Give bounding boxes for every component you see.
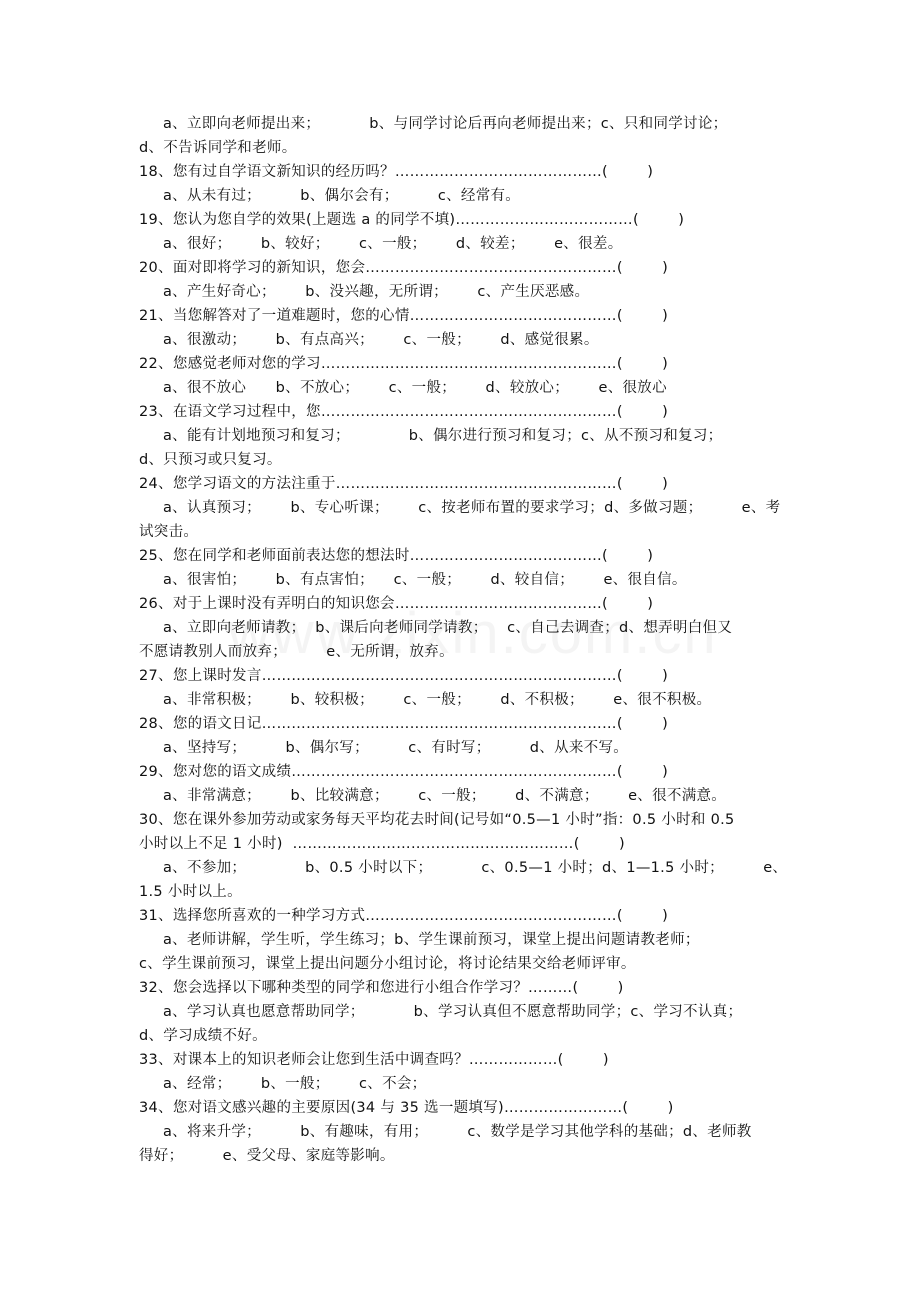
text-line: a、老师讲解，学生听，学生练习；b、学生课前预习，课堂上提出问题请教老师； bbox=[163, 932, 700, 948]
text-line: d、只预习或只复习。 bbox=[139, 452, 282, 468]
text-line: 得好； e、受父母、家庭等影响。 bbox=[139, 1148, 395, 1164]
text-line: 19、您认为您自学的效果(上题选 a 的同学不填)………………………………( ) bbox=[139, 212, 685, 228]
text-line: 28、您的语文日记………………………………………………………………( ) bbox=[139, 716, 669, 732]
text-line: 1.5 小时以上。 bbox=[139, 884, 242, 900]
text-line: a、很激动； b、有点高兴； c、一般； d、感觉很累。 bbox=[163, 332, 599, 348]
text-line: a、很好； b、较好； c、一般； d、较差； e、很差。 bbox=[163, 236, 623, 252]
text-line: a、很害怕； b、有点害怕； c、一般； d、较自信； e、很自信。 bbox=[163, 572, 687, 588]
text-line: 26、对于上课时没有弄明白的知识您会……………………………………( ) bbox=[139, 596, 654, 612]
text-line: d、学习成绩不好。 bbox=[139, 1028, 267, 1044]
text-line: 34、您对语文感兴趣的主要原因(34 与 35 选一题填写)……………………( ) bbox=[139, 1100, 674, 1116]
text-line: 不愿请教别人而放弃； e、无所谓，放弃。 bbox=[139, 644, 454, 660]
text-line: a、非常积极； b、较积极； c、一般； d、不积极； e、很不积极。 bbox=[163, 692, 712, 708]
text-line: 18、您有过自学语文新知识的经历吗？……………………………………( ) bbox=[139, 164, 654, 180]
text-line: a、立即向老师请教； b、课后向老师同学请教； c、自己去调查；d、想弄明白但又 bbox=[163, 620, 733, 636]
text-line: a、坚持写； b、偶尔写； c、有时写； d、从来不写。 bbox=[163, 740, 629, 756]
text-line: a、很不放心 b、不放心； c、一般； d、较放心； e、很放心 bbox=[163, 380, 667, 396]
text-line: c、学生课前预习，课堂上提出问题分小组讨论，将讨论结果交给老师评审。 bbox=[139, 956, 636, 972]
text-line: 23、在语文学习过程中，您……………………………………………………( ) bbox=[139, 404, 669, 420]
text-line: 29、您对您的语文成绩…………………………………………………………( ) bbox=[139, 764, 669, 780]
text-line: a、不参加； b、0.5 小时以下； c、0.5—1 小时；d、1—1.5 小时； e、 bbox=[163, 860, 788, 876]
text-line: 33、对课本上的知识老师会让您到生活中调查吗？………………( ) bbox=[139, 1052, 609, 1068]
text-line: 22、您感觉老师对您的学习……………………………………………………( ) bbox=[139, 356, 669, 372]
text-line: a、非常满意； b、比较满意； c、一般； d、不满意； e、很不满意。 bbox=[163, 788, 727, 804]
text-line: 小时以上不足 1 小时) …………………………………………………( ) bbox=[139, 836, 625, 852]
text-line: d、不告诉同学和老师。 bbox=[139, 140, 297, 156]
text-line: 21、当您解答对了一道难题时，您的心情……………………………………( ) bbox=[139, 308, 669, 324]
text-line: a、产生好奇心； b、没兴趣，无所谓； c、产生厌恶感。 bbox=[163, 284, 590, 300]
text-line: a、认真预习； b、专心听课； c、按老师布置的要求学习；d、多做习题； e、考 bbox=[163, 500, 781, 516]
text-line: 试突击。 bbox=[139, 524, 199, 540]
text-line: a、学习认真也愿意帮助同学； b、学习认真但不愿意帮助同学；c、学习不认真； bbox=[163, 1004, 743, 1020]
text-line: 32、您会选择以下哪种类型的同学和您进行小组合作学习？………( ) bbox=[139, 980, 624, 996]
text-line: 25、您在同学和老师面前表达您的想法时…………………………………( ) bbox=[139, 548, 654, 564]
text-line: 24、您学习语文的方法注重于…………………………………………………( ) bbox=[139, 476, 669, 492]
text-line: a、立即向老师提出来； b、与同学讨论后再向老师提出来；c、只和同学讨论； bbox=[163, 116, 728, 132]
text-line: 27、您上课时发言………………………………………………………………( ) bbox=[139, 668, 669, 684]
text-line: a、能有计划地预习和复习； b、偶尔进行预习和复习；c、从不预习和复习； bbox=[163, 428, 723, 444]
text-line: 20、面对即将学习的新知识，您会……………………………………………( ) bbox=[139, 260, 669, 276]
text-line: 30、您在课外参加劳动或家务每天平均花去时间(记号如“0.5—1 小时”指：0.5 小时和 0.5 bbox=[139, 812, 735, 828]
text-line: a、从未有过； b、偶尔会有； c、经常有。 bbox=[163, 188, 521, 204]
text-line: a、经常； b、一般； c、不会； bbox=[163, 1076, 427, 1092]
text-line: 31、选择您所喜欢的一种学习方式……………………………………………( ) bbox=[139, 908, 669, 924]
text-line: a、将来升学； b、有趣味，有用； c、数学是学习其他学科的基础；d、老师教 bbox=[163, 1124, 752, 1140]
